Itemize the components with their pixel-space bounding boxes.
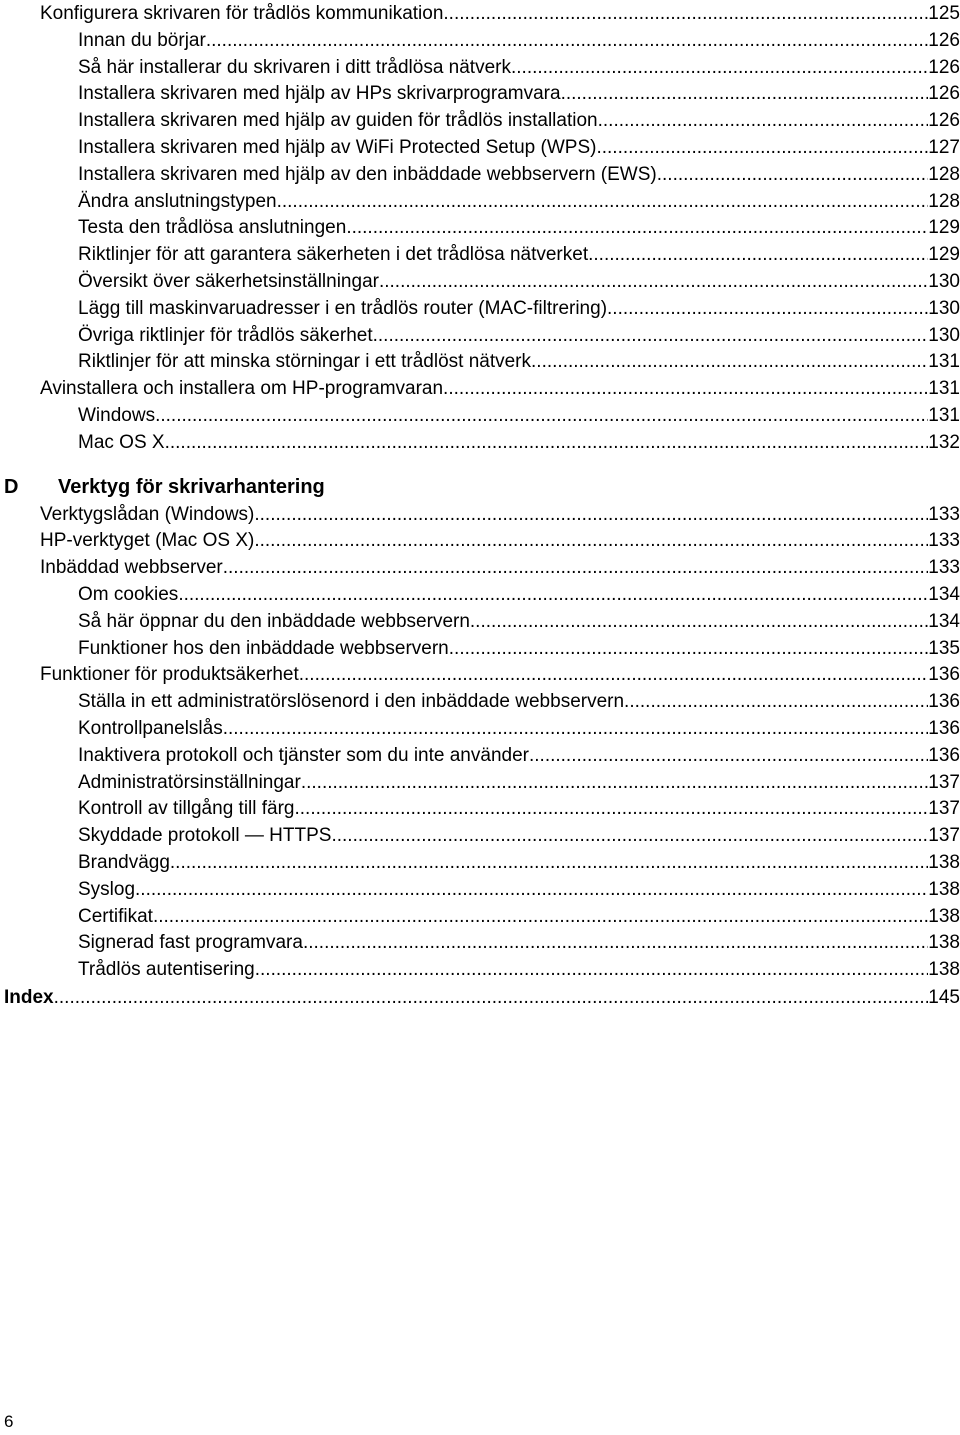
toc-dot-leader	[170, 849, 928, 876]
toc-entry[interactable]	[78, 903, 960, 930]
toc-entry-title: Ändra anslutningstypen	[78, 190, 277, 212]
toc-entry[interactable]	[78, 322, 960, 349]
toc-dot-leader	[301, 769, 928, 796]
toc-entry[interactable]	[78, 635, 960, 662]
toc-entry-title: Installera skrivaren med hjälp av den inbäddade webbservern (EWS)	[78, 163, 657, 185]
toc-entry-title: Installera skrivaren med hjälp av WiFi Protected Setup (WPS)	[78, 137, 597, 158]
toc-entry[interactable]	[78, 402, 960, 429]
toc-entry-title: Skyddade protokoll — HTTPS	[78, 825, 332, 847]
chapter-heading	[4, 473, 960, 501]
toc-entry-page: 130	[928, 324, 960, 346]
toc-entry[interactable]	[78, 929, 960, 956]
toc-dot-leader	[449, 635, 929, 662]
toc-dot-leader	[165, 429, 929, 456]
toc-dot-leader	[54, 984, 929, 1011]
toc-dot-leader	[624, 688, 928, 715]
toc-entry-page: 125	[928, 3, 960, 24]
toc-dot-leader	[254, 527, 928, 554]
toc-entry[interactable]	[78, 581, 960, 608]
toc-entry-page: 137	[928, 771, 960, 793]
toc-entry-page: 136	[928, 691, 960, 713]
toc-entry-page: 137	[928, 825, 960, 847]
toc-entry-title: Installera skrivaren med hjälp av guiden för trådlös installation	[78, 110, 598, 132]
toc-entry-title: Så här installerar du skrivaren i ditt trådlösa nätverk	[78, 56, 511, 78]
toc-entry-page: 134	[928, 610, 960, 632]
toc-entry-page: 128	[928, 190, 960, 212]
toc-entry[interactable]	[40, 375, 960, 402]
toc-entry-page: 127	[928, 137, 960, 158]
toc-entry-title: Verktygslådan (Windows)	[40, 503, 255, 525]
toc-entry[interactable]	[78, 214, 960, 241]
toc-dot-leader	[596, 134, 928, 161]
toc-entry[interactable]	[78, 742, 960, 769]
toc-entry[interactable]	[78, 688, 960, 715]
toc-entry-page: 138	[928, 905, 960, 927]
toc-entry-title: Innan du börjar	[78, 29, 206, 51]
toc-entry[interactable]	[78, 295, 960, 322]
toc-entry-page: 128	[928, 163, 960, 185]
toc-dot-leader	[155, 402, 928, 429]
toc-entry-page: 137	[928, 798, 960, 820]
toc-entry-page: 133	[928, 557, 960, 579]
toc-entry-title: Testa den trådlösa anslutningen	[78, 217, 347, 239]
toc-entry[interactable]	[40, 661, 960, 688]
toc-entry[interactable]	[78, 27, 960, 54]
toc-entry-page: 134	[928, 583, 960, 605]
toc-entry-page: 145	[928, 987, 960, 1008]
toc-entry-title: Så här öppnar du den inbäddade webbservern	[78, 610, 470, 632]
toc-dot-leader	[299, 661, 929, 688]
toc-dot-leader	[346, 214, 928, 241]
toc-entry-page: 129	[928, 217, 960, 239]
toc-entry[interactable]	[78, 268, 960, 295]
toc-entry-title: Lägg till maskinvaruadresser i en trådlös router (MAC-filtrering)	[78, 297, 608, 319]
toc-dot-leader	[303, 929, 928, 956]
toc-dot-leader	[373, 322, 929, 349]
toc-entry-title: Mac OS X	[78, 431, 165, 453]
toc-entry-page: 133	[928, 503, 960, 525]
toc-entry-page: 136	[928, 717, 960, 739]
toc-dot-leader	[529, 742, 928, 769]
toc-entry[interactable]	[40, 0, 960, 27]
toc-entry-page: 138	[928, 959, 960, 981]
toc-dot-leader	[223, 715, 929, 742]
toc-entry-page: 138	[928, 878, 960, 900]
toc-entry-title: Riktlinjer för att garantera säkerheten i det trådlösa nätverket	[78, 244, 589, 266]
toc-entry[interactable]	[78, 876, 960, 903]
toc-dot-leader	[511, 54, 928, 81]
toc-entry-title: Kontroll av tillgång till färg	[78, 798, 295, 820]
toc-dot-leader	[531, 348, 928, 375]
toc-entry-title: HP-verktyget (Mac OS X)	[40, 530, 255, 552]
toc-entry-title: Inaktivera protokoll och tjänster som du inte använder	[78, 744, 529, 766]
toc-entry-title: Syslog	[78, 878, 136, 900]
toc-entry-title: Brandvägg	[78, 851, 170, 873]
toc-entry-title: Övriga riktlinjer för trådlös säkerhet	[78, 324, 373, 346]
toc-dot-leader	[153, 903, 928, 930]
toc-entry-index[interactable]	[4, 984, 960, 1011]
toc-entry-page: 131	[928, 378, 960, 400]
toc-dot-leader	[295, 795, 929, 822]
toc-entry-title: Administratörsinställningar	[78, 771, 301, 793]
toc-entry-title: Signerad fast programvara	[78, 932, 303, 954]
toc-entry-title: Installera skrivaren med hjälp av HPs skrivarprogramvara	[78, 83, 561, 105]
toc-dot-leader	[135, 876, 928, 903]
toc-entry-page: 130	[928, 297, 960, 319]
toc-entry[interactable]	[78, 107, 960, 134]
toc-entry[interactable]	[78, 161, 960, 188]
toc-dot-leader	[223, 554, 929, 581]
toc-dot-leader	[561, 80, 929, 107]
toc-entry[interactable]	[78, 54, 960, 81]
toc-entry[interactable]	[78, 715, 960, 742]
toc-entry-page: 126	[928, 110, 960, 132]
toc-entry[interactable]	[78, 348, 960, 375]
toc-entry-page: 133	[928, 530, 960, 552]
toc-entry-title: Funktioner hos den inbäddade webbservern	[78, 637, 449, 659]
toc-entry-page: 138	[928, 851, 960, 873]
toc-entry[interactable]	[78, 795, 960, 822]
toc-entry-page: 138	[928, 932, 960, 954]
toc-entry-title: Om cookies	[78, 583, 179, 605]
chapter-letter: D	[4, 476, 19, 498]
toc-entry-title: Index	[4, 987, 54, 1008]
toc-dot-leader	[443, 375, 928, 402]
toc-entry-title: Konfigurera skrivaren för trådlös kommunikation	[40, 3, 444, 24]
toc-entry-page: 126	[928, 56, 960, 78]
toc-entry[interactable]	[78, 849, 960, 876]
toc-dot-leader	[588, 241, 928, 268]
toc-entry[interactable]	[78, 80, 960, 107]
toc-entry-page: 131	[928, 405, 960, 426]
toc-entry-page: 130	[928, 271, 960, 292]
toc-entry[interactable]	[40, 501, 960, 528]
toc-dot-leader	[277, 188, 929, 215]
toc-entry-page: 129	[928, 244, 960, 266]
toc-dot-leader	[598, 107, 929, 134]
chapter-title: Verktyg för skrivarhantering	[58, 476, 325, 498]
toc-dot-leader	[379, 268, 928, 295]
toc-entry-title: Windows	[78, 405, 156, 426]
toc-dot-leader	[178, 581, 928, 608]
toc-entry[interactable]	[78, 956, 960, 983]
toc-entry[interactable]	[78, 188, 960, 215]
toc-entry[interactable]	[78, 241, 960, 268]
toc-entry-title: Ställa in ett administratörslösenord i den inbäddade webbservern	[78, 691, 625, 713]
toc-entry-page: 126	[928, 83, 960, 105]
toc-dot-leader	[443, 0, 928, 27]
toc-entry-page: 135	[928, 637, 960, 659]
toc-entry-page: 136	[928, 664, 960, 686]
toc-entry-page: 136	[928, 744, 960, 766]
toc-entry[interactable]	[78, 822, 960, 849]
toc-entry-page: 132	[928, 431, 960, 453]
toc-entry-page: 126	[928, 29, 960, 51]
toc-entry-title: Översikt över säkerhetsinställningar	[78, 271, 379, 292]
toc-entry[interactable]	[78, 769, 960, 796]
toc-entry[interactable]	[40, 554, 960, 581]
toc-dot-leader	[255, 956, 929, 983]
toc-dot-leader	[331, 822, 928, 849]
toc-dot-leader	[470, 608, 928, 635]
toc-entry-title: Riktlinjer för att minska störningar i ett trådlöst nätverk	[78, 351, 532, 373]
toc-entry[interactable]	[78, 134, 960, 161]
page-number: 6	[4, 1412, 14, 1431]
toc-dot-leader	[657, 161, 929, 188]
toc-entry-title: Trådlös autentisering	[78, 959, 255, 981]
toc-entry[interactable]	[78, 608, 960, 635]
toc-entry-title: Funktioner för produktsäkerhet	[40, 664, 299, 686]
toc-entry-title: Certifikat	[78, 905, 153, 927]
toc-entry-page: 131	[928, 351, 960, 373]
toc-dot-leader	[206, 27, 928, 54]
toc-entry[interactable]	[40, 527, 960, 554]
toc-entry-title: Inbäddad webbserver	[40, 557, 223, 579]
toc-dot-leader	[607, 295, 928, 322]
toc-dot-leader	[254, 501, 928, 528]
toc-entry-title: Avinstallera och installera om HP-programvaran	[40, 378, 444, 400]
toc-entry-title: Kontrollpanelslås	[78, 717, 223, 739]
toc-entry[interactable]	[78, 429, 960, 456]
